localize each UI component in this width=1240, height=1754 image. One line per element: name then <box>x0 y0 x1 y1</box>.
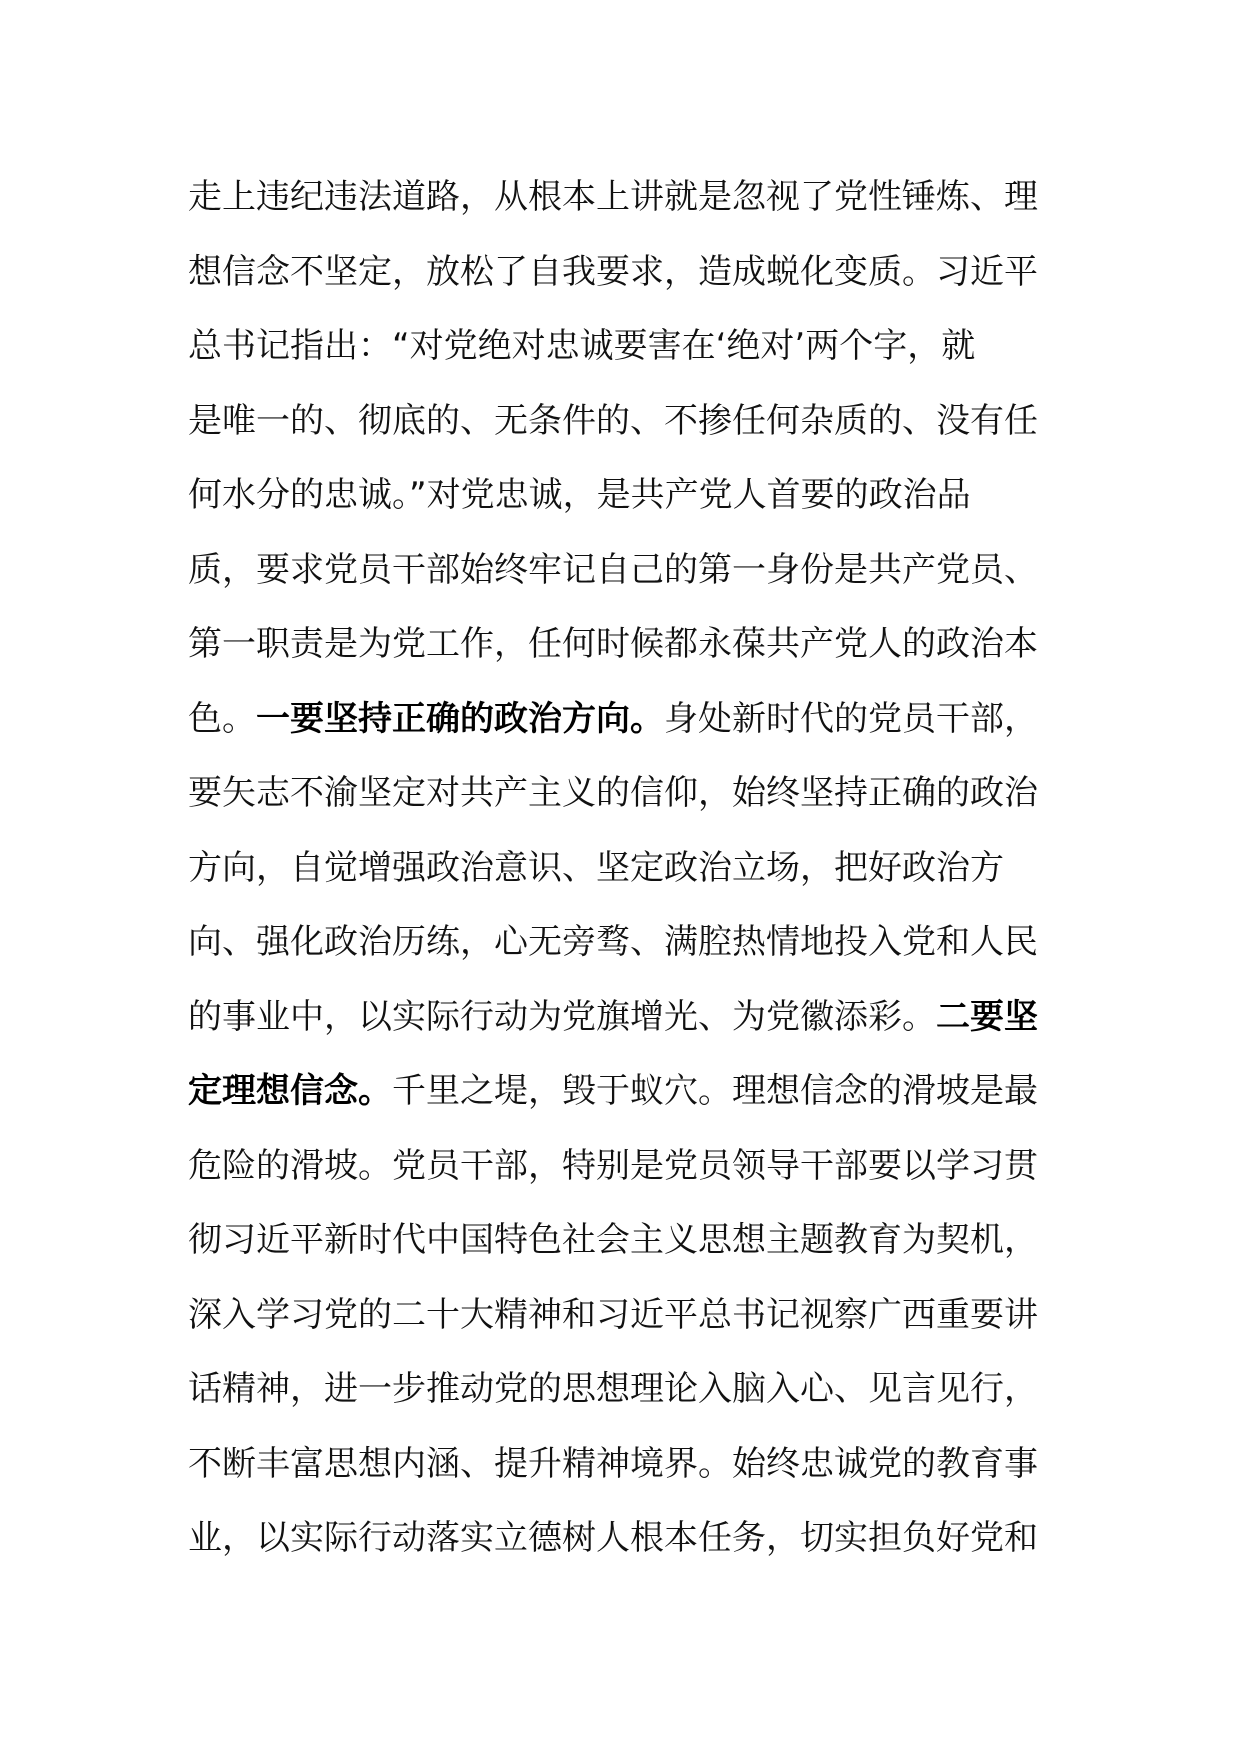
body-text-segment: 第一职责是为党工作，任何时候都永葆共产党人的政治本 <box>188 624 1038 664</box>
text-line <box>188 682 1058 757</box>
text-line <box>188 1203 1058 1278</box>
body-text-segment: 不断丰富思想内涵、提升精神境界。始终忠诚党的教育事 <box>188 1443 1038 1484</box>
bold-heading-text: 二要坚 <box>936 996 1038 1037</box>
body-text-segment: 向、强化政治历练，心无旁骛、满腔热情地投入党和人民 <box>188 922 1038 962</box>
body-text-segment: 方向，自觉增强政治意识、坚定政治立场，把好政治方 <box>188 847 1004 888</box>
body-text-segment: 千里之堤，毁于蚁穴。理想信念的滑坡是最 <box>392 1071 1038 1111</box>
text-line <box>188 458 1058 533</box>
body-text-segment: 是唯一的、彻底的、无条件的、不掺任何杂质的、没有任 <box>188 400 1038 441</box>
body-text-segment: 彻习近平新时代中国特色社会主义思想主题教育为契机， <box>188 1220 1038 1260</box>
text-line <box>188 160 1058 235</box>
text-line <box>188 1054 1058 1129</box>
text-line <box>188 980 1058 1055</box>
body-text-segment: 的事业中，以实际行动为党旗增光、为党徽添彩。 <box>188 996 936 1037</box>
text-line <box>188 533 1058 608</box>
text-line <box>188 1278 1058 1353</box>
body-text-segment: 危险的滑坡。党员干部，特别是党员领导干部要以学习贯 <box>188 1145 1038 1186</box>
body-text-segment: 色。 <box>188 698 256 739</box>
text-line <box>188 1501 1058 1576</box>
body-text-segment: 何水分的忠诚。”对党忠诚，是共产党人首要的政治品 <box>188 475 971 515</box>
bold-heading-text: 一要坚持正确的政治方向。 <box>256 698 664 739</box>
body-text-segment: 身处新时代的党员干部， <box>664 698 1038 739</box>
body-text-segment: 总书记指出：“对党绝对忠诚要害在‘绝对’两个字，就 <box>188 326 976 366</box>
text-line <box>188 1129 1058 1204</box>
text-line <box>188 831 1058 906</box>
text-line <box>188 756 1058 831</box>
text-line <box>188 235 1058 310</box>
body-text-segment: 话精神，进一步推动党的思想理论入脑入心、见言见行， <box>188 1369 1038 1409</box>
text-line <box>188 384 1058 459</box>
text-line <box>188 607 1058 682</box>
body-text-segment: 要矢志不渝坚定对共产主义的信仰，始终坚持正确的政治 <box>188 773 1038 813</box>
body-text-segment: 深入学习党的二十大精神和习近平总书记视察广西重要讲 <box>188 1294 1038 1335</box>
body-text <box>188 160 1058 1576</box>
bold-heading-text: 定理想信念。 <box>188 1071 392 1111</box>
body-text-segment: 想信念不坚定，放松了自我要求，造成蜕化变质。习近平 <box>188 251 1038 292</box>
body-text-segment: 走上违纪违法道路，从根本上讲就是忽视了党性锤炼、理 <box>188 177 1038 217</box>
text-line <box>188 905 1058 980</box>
body-text-segment: 质，要求党员干部始终牢记自己的第一身份是共产党员、 <box>188 549 1038 590</box>
text-line <box>188 1427 1058 1502</box>
body-text-segment: 业，以实际行动落实立德树人根本任务，切实担负好党和 <box>188 1518 1038 1558</box>
text-line <box>188 309 1058 384</box>
text-line <box>188 1352 1058 1427</box>
